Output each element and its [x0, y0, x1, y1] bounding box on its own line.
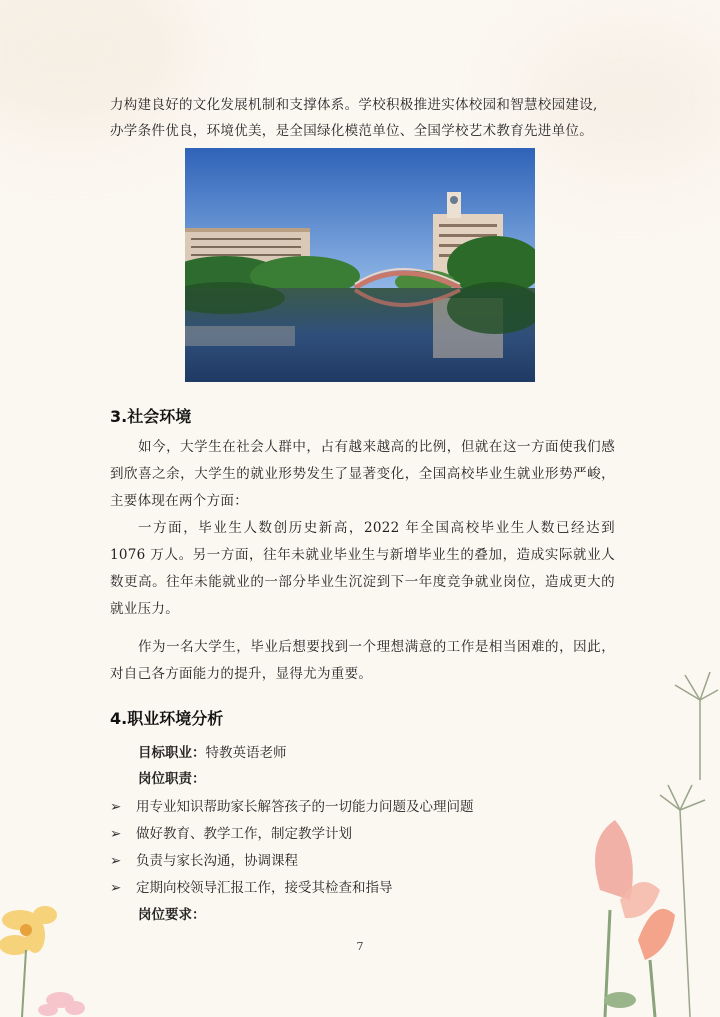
- arrow-bullet-icon: ➢: [110, 826, 122, 842]
- duties-label-line: [138, 769, 206, 789]
- target-job-label: 目标职业：: [138, 745, 206, 761]
- duty-text: 负责与家长沟通，协调课程: [136, 853, 298, 869]
- campus-photo: [185, 148, 535, 382]
- section-3-paragraph-1: 如今，大学生在社会人群中，占有越来越高的比例，但就在这一方面使我们感到欣喜之余，大学生的就业形势发生了显著变化，全国高校毕业生就业形势严峻，主要体现在两个方面：: [110, 439, 615, 509]
- target-job-value: 特教英语老师: [205, 745, 287, 761]
- flower-decoration-right: [560, 660, 720, 1017]
- section-3-heading: 3.社会环境: [110, 407, 192, 426]
- flower-decoration-left: [0, 890, 110, 1017]
- duty-text: 做好教育、教学工作，制定教学计划: [136, 826, 352, 842]
- duty-item: [110, 878, 393, 898]
- arrow-bullet-icon: ➢: [110, 799, 122, 815]
- arrow-bullet-icon: ➢: [110, 853, 122, 869]
- arrow-bullet-icon: ➢: [110, 880, 122, 896]
- duty-item: [110, 851, 298, 871]
- intro-line-1: 力构建良好的文化发展机制和支撑体系。学校积极推进实体校园和智慧校园建设,: [110, 97, 598, 113]
- requirements-label-line: [138, 905, 206, 925]
- section-4-heading: 4.职业环境分析: [110, 709, 224, 728]
- duty-text: 用专业知识帮助家长解答孩子的一切能力问题及心理问题: [136, 799, 474, 815]
- duties-label: 岗位职责：: [138, 771, 206, 787]
- intro-line-2: 办学条件优良，环境优美，是全国绿化模范单位、全国学校艺术教育先进单位。: [110, 123, 593, 139]
- duty-item: [110, 824, 352, 844]
- target-job-line: [138, 743, 287, 763]
- section-3-paragraph-2: 一方面，毕业生人数创历史新高，2022 年全国高校毕业生人数已经达到 1076 万人。另一方面，往年未就业毕业生与新增毕业生的叠加，造成实际就业人数更高。往年未能就业的一部分毕业生沉淀到下一年度竞争就业岗位，造成更大的就业压力。: [110, 520, 615, 617]
- section-3-paragraph-3: 作为一名大学生，毕业后想要找到一个理想满意的工作是相当困难的，因此，对自己各方面能力的提升，显得尤为重要。: [110, 639, 615, 682]
- page-number: 7: [356, 940, 364, 953]
- duty-text: 定期向校领导汇报工作，接受其检查和指导: [136, 880, 393, 896]
- duty-item: [110, 797, 474, 817]
- requirements-label: 岗位要求：: [138, 907, 206, 923]
